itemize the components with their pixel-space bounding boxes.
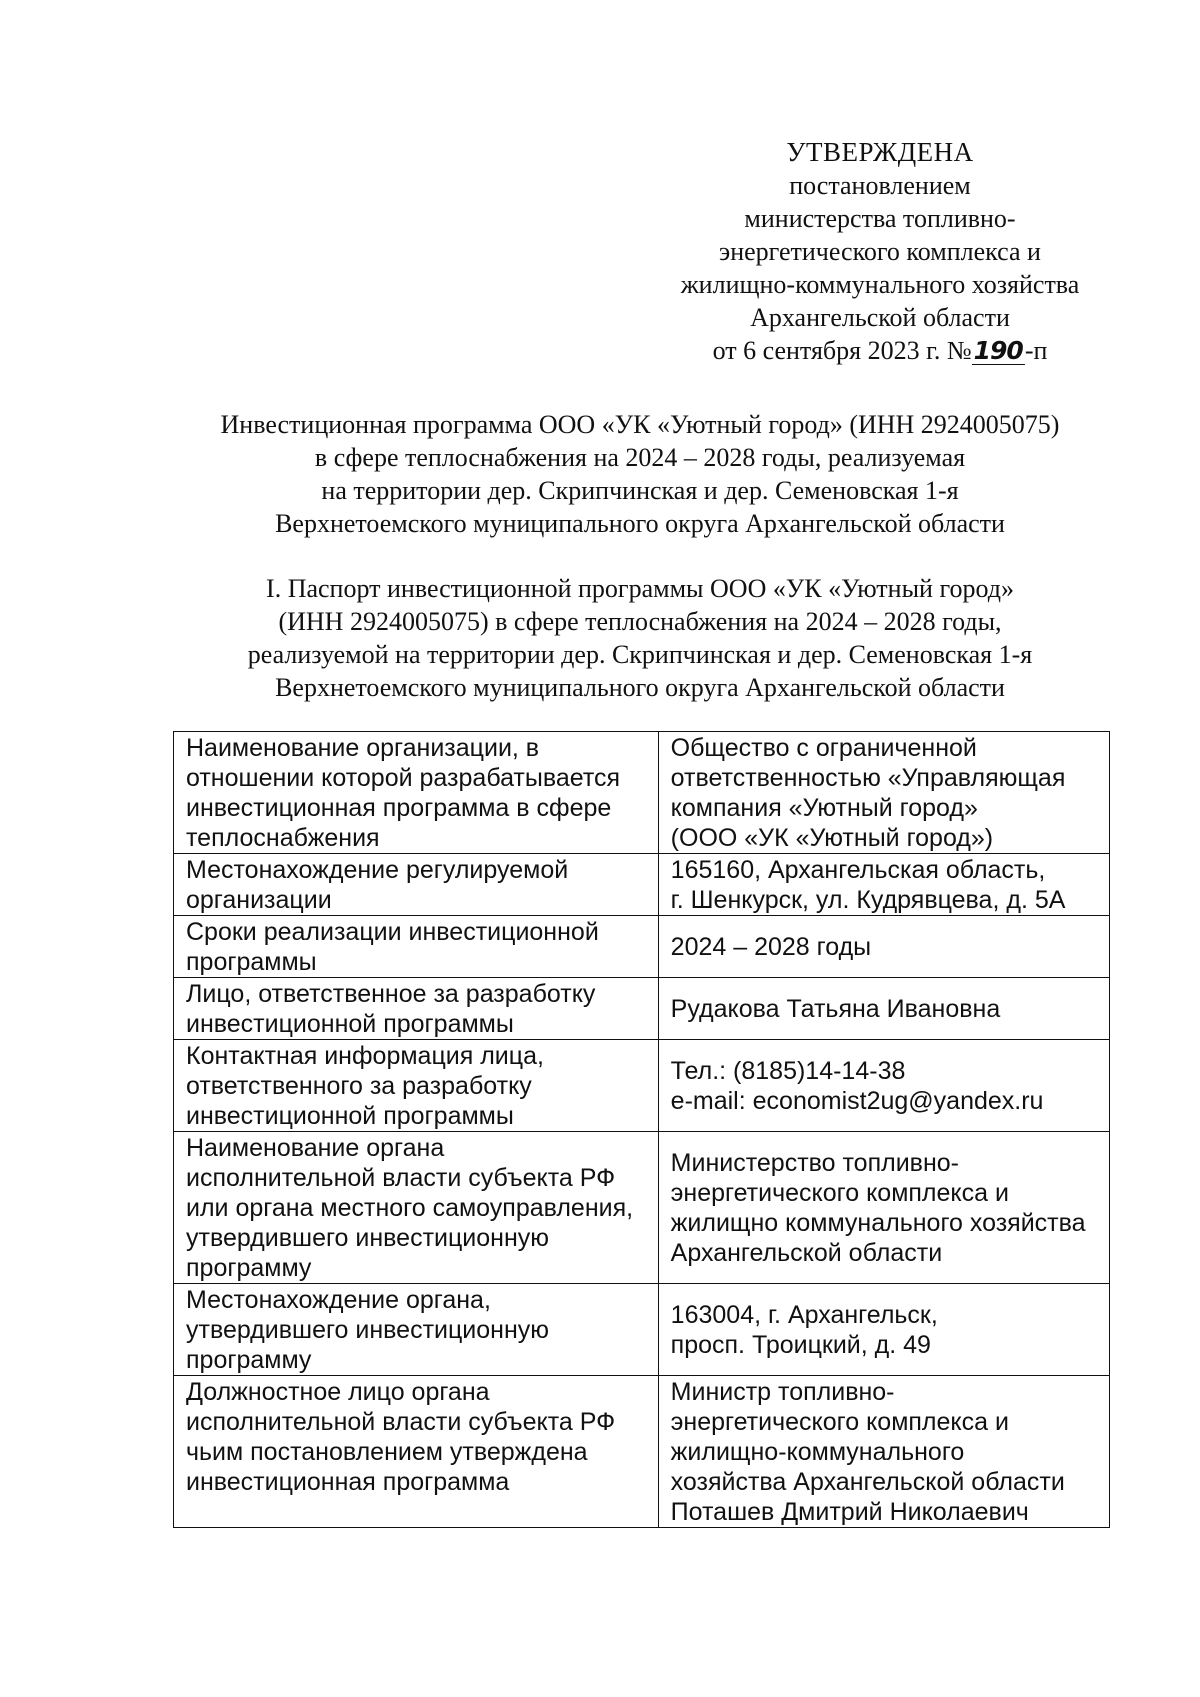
handwritten-document-number: 190 bbox=[973, 336, 1023, 365]
table-row bbox=[174, 1040, 1110, 1132]
table-row bbox=[174, 854, 1110, 916]
approval-heading: УТВЕРЖДЕНА bbox=[786, 137, 974, 167]
passport-title-line: (ИНН 2924005075) в сфере теплоснабжения на 2024 – 2028 годы, bbox=[278, 607, 1002, 636]
row-value-contact-info: Тел.: (8185)14-14-38 e-mail: economist2ug@yandex.ru bbox=[658, 1040, 1109, 1132]
table-row bbox=[174, 1376, 1110, 1528]
row-label-organization: Наименование организации, в отношении которой разрабатывается инвестиционная программа в сфере теплоснабжения bbox=[174, 732, 659, 854]
approval-line: энергетического комплекса и bbox=[719, 237, 1041, 266]
row-value-body-location: 163004, г. Архангельск, просп. Троицкий, д. 49 bbox=[658, 1284, 1109, 1376]
row-label-approving-body: Наименование органа исполнительной власти субъекта РФ или органа местного самоуправления, утвердившего инвестиционную программу bbox=[174, 1132, 659, 1284]
table-row bbox=[174, 1284, 1110, 1376]
passport-table bbox=[173, 731, 1110, 1528]
passport-section-title bbox=[120, 572, 1160, 704]
program-title bbox=[120, 408, 1160, 540]
approval-stamp-block bbox=[640, 136, 1120, 367]
row-value-responsible-person: Рудакова Татьяна Ивановна bbox=[658, 978, 1109, 1040]
row-value-location: 165160, Архангельская область, г. Шенкурск, ул. Кудрявцева, д. 5А bbox=[658, 854, 1109, 916]
program-title-line: в сфере теплоснабжения на 2024 – 2028 годы, реализуемая bbox=[314, 443, 966, 472]
approval-date: от 6 сентября 2023 г. № bbox=[712, 336, 972, 365]
approval-line: министерства топливно- bbox=[744, 204, 1016, 233]
program-title-line: Верхнетоемского муниципального округа Архангельской области bbox=[275, 509, 1005, 538]
passport-title-line: Верхнетоемского муниципального округа Архангельской области bbox=[275, 673, 1005, 702]
row-value-organization: Общество с ограниченной ответственностью «Управляющая компания «Уютный город» (ООО «УК «Уютный город») bbox=[658, 732, 1109, 854]
row-label-contact-info: Контактная информация лица, ответственного за разработку инвестиционной программы bbox=[174, 1040, 659, 1132]
row-value-approving-body: Министерство топливно- энергетического комплекса и жилищно коммунального хозяйства Архангельской области bbox=[658, 1132, 1109, 1284]
approval-date-number bbox=[640, 334, 1120, 367]
row-value-terms: 2024 – 2028 годы bbox=[658, 916, 1109, 978]
row-value-official: Министр топливно- энергетического комплекса и жилищно-коммунального хозяйства Архангельской области Поташев Дмитрий Николаевич bbox=[658, 1376, 1109, 1528]
program-title-line: на территории дер. Скрипчинская и дер. Семеновская 1-я bbox=[321, 476, 959, 505]
row-label-responsible-person: Лицо, ответственное за разработку инвестиционной программы bbox=[174, 978, 659, 1040]
row-label-location: Местонахождение регулируемой организации bbox=[174, 854, 659, 916]
passport-title-line: I. Паспорт инвестиционной программы ООО «УК «Уютный город» bbox=[266, 574, 1014, 603]
approval-line: Архангельской области bbox=[750, 303, 1010, 332]
row-label-official: Должностное лицо органа исполнительной власти субъекта РФ чьим постановлением утверждена инвестиционная программа bbox=[174, 1376, 659, 1528]
approval-line: постановлением bbox=[789, 171, 971, 200]
table-row bbox=[174, 1132, 1110, 1284]
row-label-terms: Сроки реализации инвестиционной программы bbox=[174, 916, 659, 978]
table-row bbox=[174, 916, 1110, 978]
approval-number-suffix: -п bbox=[1024, 336, 1048, 365]
table-row bbox=[174, 978, 1110, 1040]
program-title-line: Инвестиционная программа ООО «УК «Уютный город» (ИНН 2924005075) bbox=[220, 410, 1060, 439]
passport-title-line: реализуемой на территории дер. Скрипчинская и дер. Семеновская 1-я bbox=[247, 640, 1033, 669]
table-row bbox=[174, 732, 1110, 854]
row-label-body-location: Местонахождение органа, утвердившего инвестиционную программу bbox=[174, 1284, 659, 1376]
approval-line: жилищно-коммунального хозяйства bbox=[680, 270, 1080, 299]
